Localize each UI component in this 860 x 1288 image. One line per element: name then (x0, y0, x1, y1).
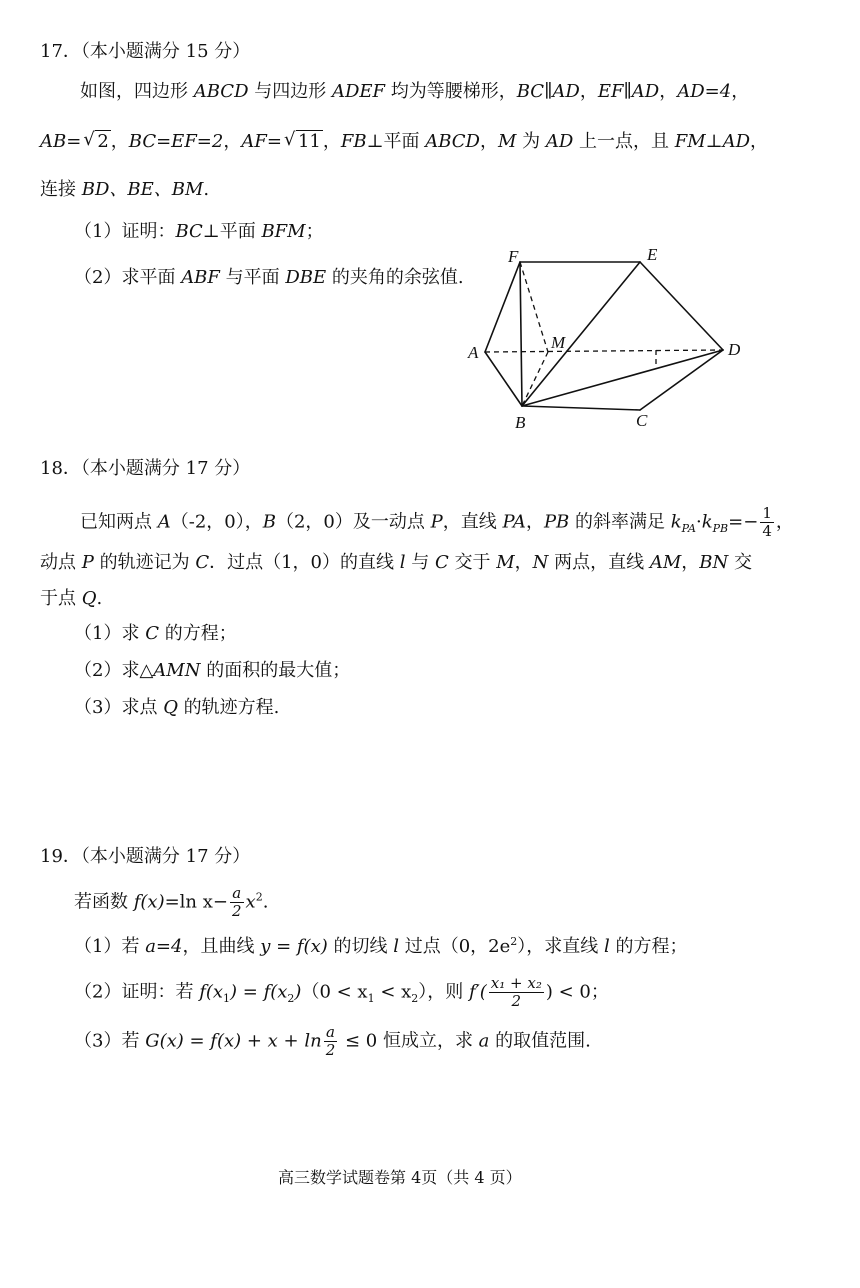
page-footer: 高三数学试题卷第 4页（共 4 页） (278, 1168, 522, 1187)
edge-FB (520, 262, 522, 406)
problem-17-line3: 连接 BD、BE、BM. (40, 179, 210, 200)
label-A: A (468, 343, 479, 362)
edge-CD (640, 350, 723, 410)
problem-19-question-2: （2）证明：若 $f(x_1) = f(x_2)(0 < x_1 < x_2)$，则 f′( $\frac{\text{x₁ + x₂}}{2}$ ) < 0； (74, 974, 609, 1010)
problem-17-line2: AB=√ 2 ，BC=EF=2，AF=√ 11 ，FB⊥平面 ABCD，M 为 AD 上一点，且 FM⊥AD， (40, 130, 768, 154)
problem-17-line1: 如图，四边形 ABCD 与四边形 ADEF 均为等腰梯形，BC∥AD，EF∥AD，AD=4， (80, 81, 750, 102)
problem-19-header: 19．（本小题满分 17 分） (40, 846, 251, 867)
problem-17-header: 17．（本小题满分 15 分） (40, 41, 251, 62)
label-B: B (515, 413, 526, 432)
problem-17-question-1: （1）证明：BC⊥平面 BFM； (74, 221, 324, 242)
geometry-figure (460, 240, 760, 440)
problem-19-question-3: （3）若 G(x) = f(x) + x + ln $\frac{a}{2}$ ≤ 0 恒成立，求 a 的取值范围. (74, 1023, 591, 1059)
problem-18-question-3: （3）求点 Q 的轨迹方程. (74, 697, 280, 718)
edge-FM-dashed (520, 262, 548, 352)
label-C: C (636, 411, 648, 430)
edge-ED (640, 262, 723, 350)
problem-19-question-1: （1）若 a=4，且曲线 y = f(x) 的切线 l 过点（0，$2e^2$），求直线 l 的方程； (74, 935, 688, 957)
problem-17-question-2: （2）求平面 ABF 与平面 DBE 的夹角的余弦值. (74, 267, 464, 288)
edge-EB (522, 262, 640, 406)
label-F: F (508, 247, 519, 266)
problem-18-line1: 已知两点 A（-2，0），B（2，0）及一动点 P，直线 PA，PB 的斜率满足 $k_{PA}\cdot k_{PB}=-$ $\frac{1}{4}$ ， (80, 504, 794, 540)
label-D: D (728, 340, 741, 359)
edge-BC (522, 406, 640, 410)
problem-18-question-1: （1）求 C 的方程； (74, 623, 237, 644)
edge-BD (522, 350, 723, 406)
problem-18-question-2: （2）求△AMN 的面积的最大值； (74, 660, 351, 681)
problem-18-line3: 于点 Q. (40, 588, 103, 609)
edge-FA (485, 262, 520, 352)
problem-19-line1: 若函数 f(x)=ln x− $\frac{a}{2}$ $x^2$. (74, 884, 269, 920)
problem-18-header: 18．（本小题满分 17 分） (40, 458, 251, 479)
edge-AB (485, 352, 522, 406)
problem-18-line2: 动点 P 的轨迹记为 C．过点（1，0）的直线 l 与 C 交于 M，N 两点，直线 AM，BN 交 (40, 552, 752, 573)
label-E: E (647, 245, 658, 264)
label-M: M (551, 333, 566, 352)
